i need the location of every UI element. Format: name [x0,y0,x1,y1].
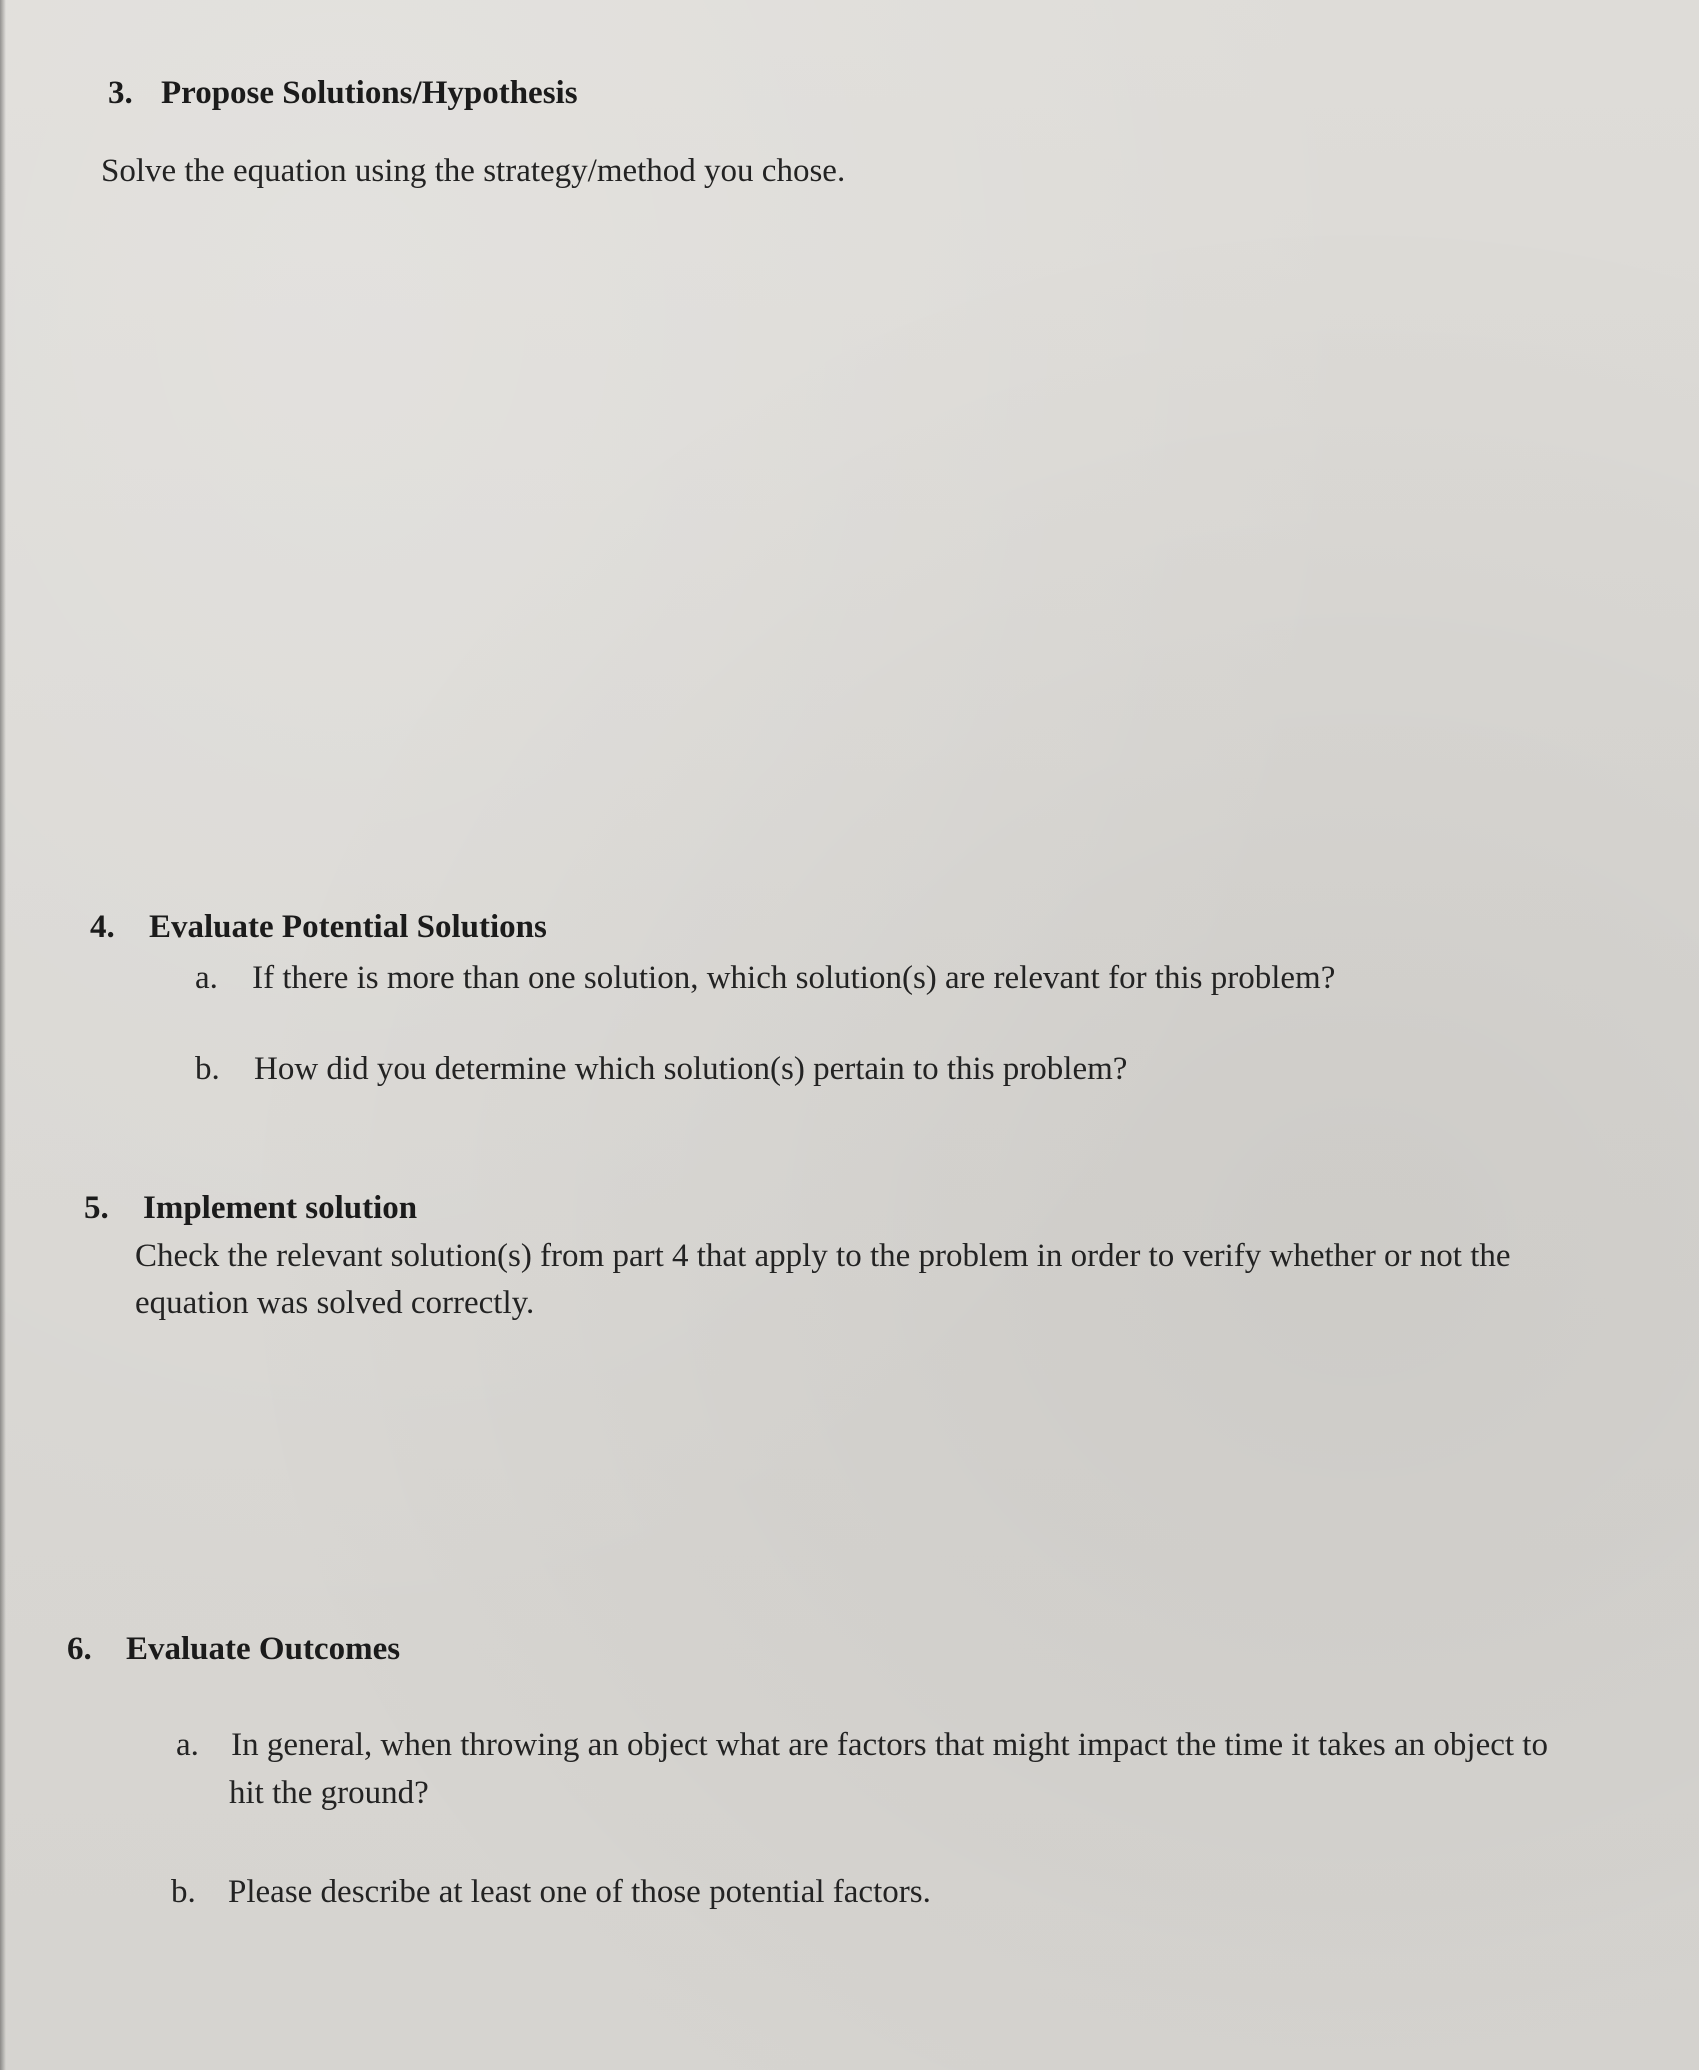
section-4-b-text: How did you determine which solution(s) pertain to this problem? [254,1051,1128,1087]
section-6-b-text: Please describe at least one of those potential factors. [228,1874,931,1910]
section-4-title: Evaluate Potential Solutions [149,909,547,945]
section-4-a-text: If there is more than one solution, which solution(s) are relevant for this problem? [252,960,1336,996]
section-4-number: 4. [90,909,115,945]
section-3-number: 3. [108,75,133,111]
section-5-text-line-2: equation was solved correctly. [135,1285,535,1321]
section-6-a-line-1: In general, when throwing an object what are factors that might impact the time it takes an object to [231,1727,1548,1763]
section-6-a-line-2: hit the ground? [229,1775,429,1811]
section-3-heading [108,70,578,118]
section-5-number: 5. [84,1190,109,1226]
section-5-text-line-1: Check the relevant solution(s) from part 4 that apply to the problem in order to verify whether or not the [135,1238,1511,1274]
section-6-question-a [176,1722,1548,1770]
section-4-question-a [195,955,1335,1003]
section-6-b-marker: b. [171,1874,196,1910]
section-3-instruction: Solve the equation using the strategy/method you chose. [101,153,846,189]
section-4-b-marker: b. [195,1051,220,1087]
section-6-a-marker: a. [176,1727,199,1763]
section-4-heading [90,904,547,952]
section-6-question-b [171,1869,931,1917]
section-6-number: 6. [67,1631,92,1667]
page-edge-shadow [0,0,6,2070]
section-4-question-b [195,1046,1127,1094]
section-6-heading [67,1626,400,1674]
section-4-a-marker: a. [195,960,218,996]
section-5-heading [84,1185,417,1233]
section-3-title: Propose Solutions/Hypothesis [161,75,578,111]
section-5-title: Implement solution [143,1190,418,1226]
section-6-title: Evaluate Outcomes [126,1631,401,1667]
